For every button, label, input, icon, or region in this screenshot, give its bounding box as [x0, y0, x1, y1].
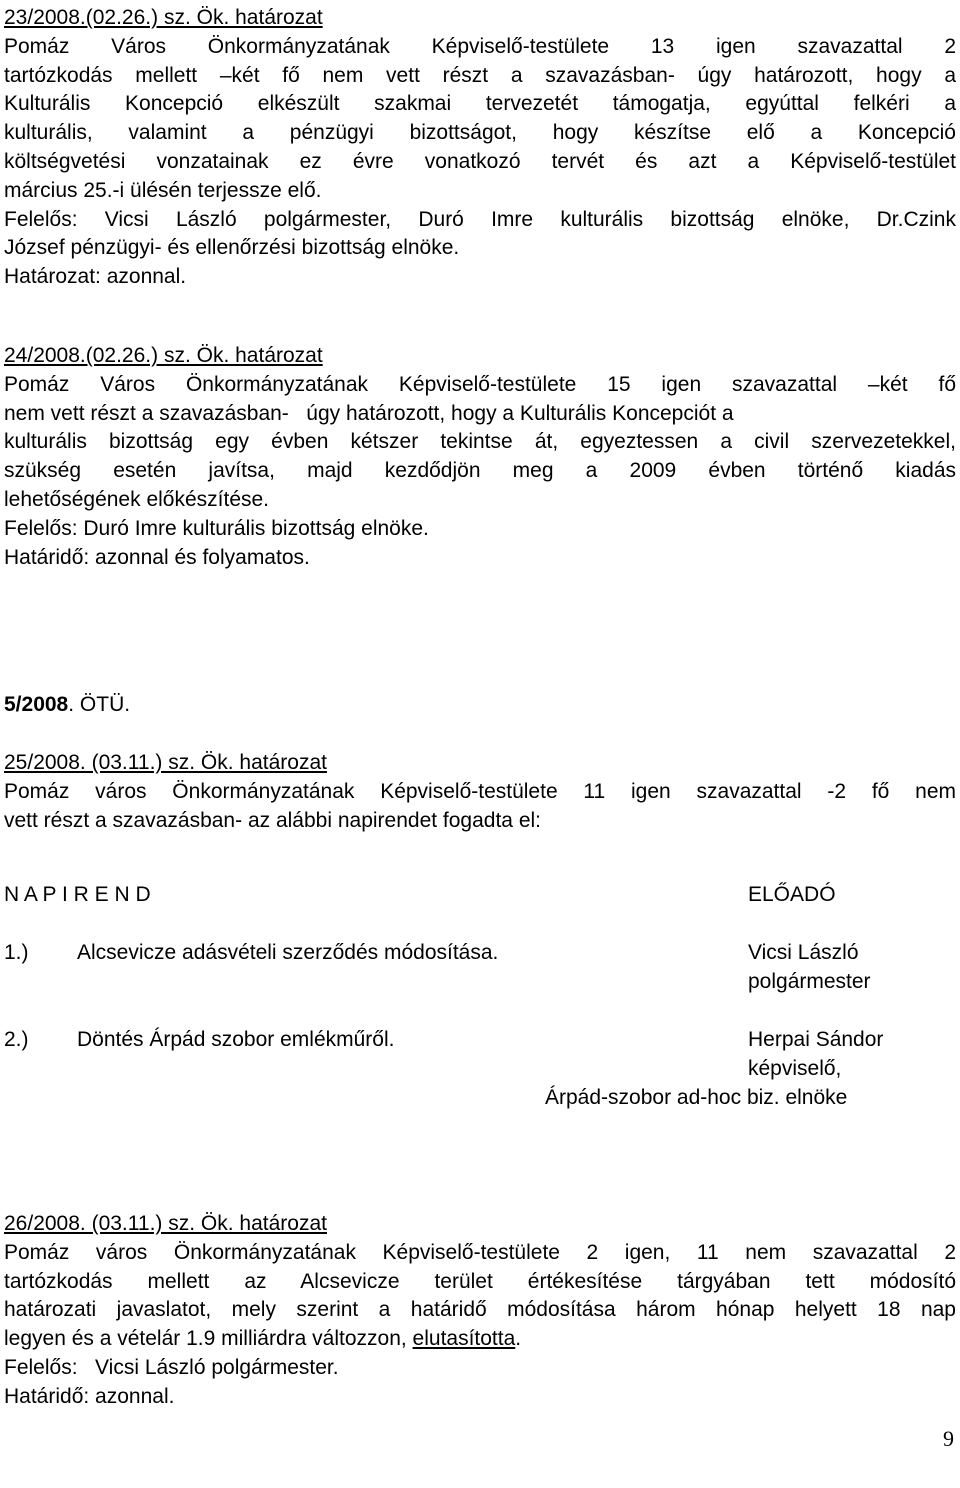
agenda-item-title: Döntés Árpád szobor emlékműről.	[77, 1028, 395, 1051]
body-line: vett részt a szavazásban- az alábbi napirendet fogadta el:	[4, 808, 541, 832]
body-line: tartózkodás mellett –két fő nem vett részt a szavazásban- úgy határozott, hogy a	[4, 63, 956, 87]
resolution-26	[4, 1210, 956, 1412]
body-text: .	[515, 1327, 522, 1351]
agenda-item-number: 1.)	[4, 941, 29, 964]
agenda-item-speaker-role: képviselő,	[748, 1057, 842, 1080]
body-line: nem vett részt a szavazásban- úgy határozott, hogy a Kulturális Koncepciót a	[4, 401, 734, 425]
responsible-line: József pénzügyi- és ellenőrzési bizottság elnöke.	[4, 236, 460, 260]
agenda-item-speaker-row	[4, 1055, 956, 1084]
body-line: tartózkodás mellett az Alcsevicze terület értékesítése tárgyában tett módosító	[4, 1269, 956, 1293]
body-line: Pomáz város Önkormányzatának Képviselő-testülete 11 igen szavazattal -2 fő nem	[4, 779, 956, 803]
agenda-item-speaker-role: polgármester	[748, 970, 871, 993]
agenda-item-title: Alcsevicze adásvételi szerződés módosítása.	[77, 941, 499, 964]
body-line: lehetőségének előkészítése.	[4, 487, 270, 511]
body-line: Pomáz Város Önkormányzatának Képviselő-testülete 13 igen szavazattal 2	[4, 34, 956, 58]
deadline-line: Határozat: azonnal.	[4, 265, 187, 289]
resolution-heading: 23/2008.(02.26.) sz. Ök. határozat	[4, 6, 323, 29]
agenda-item-speaker: Vicsi László	[748, 941, 859, 964]
agenda-item-number: 2.)	[4, 1028, 29, 1051]
body-text: legyen és a vételár 1.9 milliárdra változzon,	[4, 1327, 413, 1351]
agenda-item-speaker: Herpai Sándor	[748, 1028, 884, 1051]
body-line	[4, 1325, 956, 1354]
otu-heading	[4, 691, 956, 720]
body-line: szükség esetén javítsa, majd kezdődjön meg a 2009 évben történő kiadás	[4, 459, 956, 483]
speaker-header: ELŐADÓ	[748, 883, 836, 906]
body-line: Pomáz Város Önkormányzatának Képviselő-testülete 15 igen szavazattal –két fő	[4, 372, 956, 396]
resolution-heading: 25/2008. (03.11.) sz. Ök. határozat	[4, 751, 327, 774]
agenda-item-speaker-row	[4, 1084, 956, 1113]
resolution-24	[4, 342, 956, 572]
body-line: határozati javaslatot, mely szerint a határidő módosítása három hónap helyett 18 nap	[4, 1298, 956, 1322]
resolution-heading: 24/2008.(02.26.) sz. Ök. határozat	[4, 344, 323, 367]
agenda-item-speaker-committee: Árpád-szobor ad-hoc biz. elnöke	[545, 1086, 848, 1109]
agenda-header: N A P I R E N D	[4, 883, 151, 906]
deadline-line: Határidő: azonnal és folyamatos.	[4, 545, 310, 569]
responsible-line: Felelős: Duró Imre kulturális bizottság elnöke.	[4, 516, 429, 540]
responsible-line: Felelős: Vicsi László polgármester, Duró Imre kulturális bizottság elnöke, Dr.Czink	[4, 207, 956, 231]
agenda-item	[4, 939, 956, 968]
body-line: Kulturális Koncepció elkészült szakmai tervezetét támogatja, egyúttal felkéri a	[4, 92, 956, 116]
body-line: március 25.-i ülésén terjessze elő.	[4, 178, 322, 202]
agenda-header-row	[4, 881, 956, 910]
body-line: kulturális, valamint a pénzügyi bizottságot, hogy készítse elő a Koncepció	[4, 121, 956, 145]
page-number: 9	[943, 1426, 954, 1451]
agenda-item-speaker-row	[4, 968, 956, 997]
resolution-23	[4, 4, 956, 292]
body-line: költségvetési vonzatainak ez évre vonatkozó tervét és azt a Képviselő-testület	[4, 149, 956, 173]
deadline-line: Határidő: azonnal.	[4, 1384, 175, 1408]
otu-number: 5/2008	[4, 693, 69, 716]
body-line: kulturális bizottság egy évben kétszer tekintse át, egyeztessen a civil szervezetekkel,	[4, 430, 956, 454]
resolution-25	[4, 749, 956, 835]
body-line: Pomáz város Önkormányzatának Képviselő-testülete 2 igen, 11 nem szavazattal 2	[4, 1240, 956, 1264]
otu-label: . ÖTÜ.	[68, 693, 131, 716]
responsible-line: Felelős: Vicsi László polgármester.	[4, 1355, 339, 1379]
rejected-text: elutasította	[412, 1327, 516, 1351]
resolution-heading: 26/2008. (03.11.) sz. Ök. határozat	[4, 1212, 327, 1235]
agenda-item	[4, 1026, 956, 1055]
